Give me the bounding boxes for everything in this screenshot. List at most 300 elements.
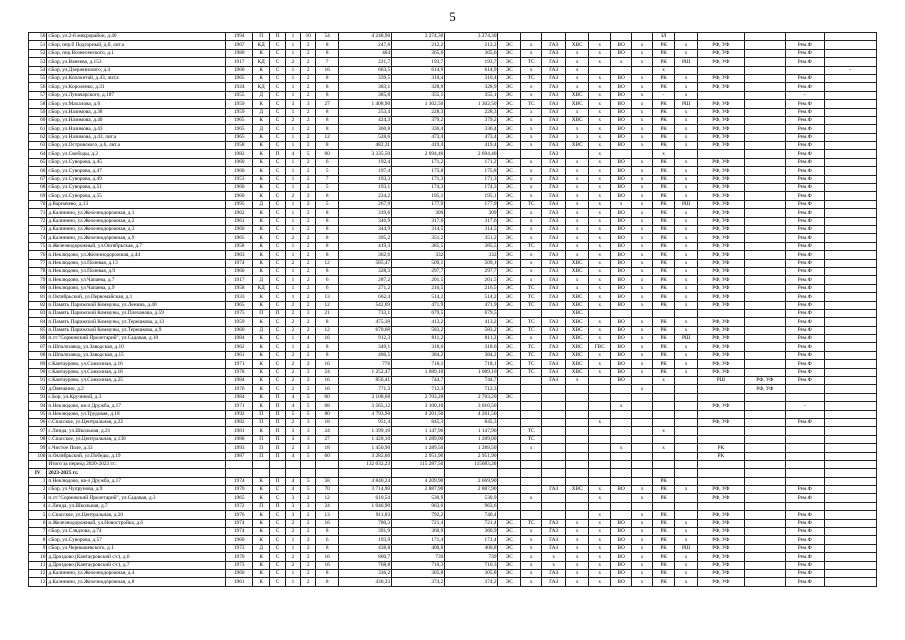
table-cell: ХВС bbox=[565, 486, 589, 494]
table-cell: 12 bbox=[316, 326, 339, 334]
table-cell: 221,7 bbox=[338, 58, 391, 66]
address-cell: д.Калинино, ул.Железнодорожная, д.1 bbox=[47, 209, 226, 217]
table-cell: РК bbox=[652, 293, 675, 301]
table-cell: К bbox=[253, 519, 270, 527]
table-cell: 384,2 bbox=[392, 351, 445, 359]
table-cell: РФ, УФ bbox=[744, 385, 785, 393]
table-cell: х bbox=[632, 209, 652, 217]
table-cell: 12 bbox=[316, 259, 339, 267]
row-number-cell: 58 bbox=[29, 100, 47, 108]
table-cell: х bbox=[675, 267, 698, 275]
table-cell: х bbox=[632, 108, 652, 116]
table-cell: 1 046,90 bbox=[338, 502, 391, 510]
table-cell: 740,4 bbox=[445, 511, 498, 519]
table-cell bbox=[565, 33, 589, 41]
table-cell bbox=[542, 511, 566, 519]
table-cell: х bbox=[589, 318, 610, 326]
table-cell: К bbox=[253, 578, 270, 586]
table-cell: х bbox=[520, 142, 541, 150]
table-cell: х bbox=[589, 519, 610, 527]
table-cell: ЭС bbox=[498, 167, 521, 175]
table-cell: РФ, УФ bbox=[697, 511, 744, 519]
table-cell: 3 bbox=[285, 502, 300, 510]
table-cell: ЭС bbox=[498, 335, 521, 343]
table-cell: РФ, УФ bbox=[697, 494, 744, 502]
table-cell: х bbox=[565, 276, 589, 284]
table-cell: х bbox=[610, 444, 631, 452]
table-cell: РФ, УФ bbox=[697, 284, 744, 292]
table-cell bbox=[824, 511, 876, 519]
table-cell: ГАЗ bbox=[542, 225, 566, 233]
table-cell: ВО bbox=[610, 553, 631, 561]
table-cell: х bbox=[632, 167, 652, 175]
table-cell: 1 bbox=[285, 74, 300, 82]
section-number: IV bbox=[29, 469, 47, 477]
table-cell: П bbox=[253, 410, 270, 418]
table-cell: 8 bbox=[316, 242, 339, 250]
table-cell bbox=[697, 33, 744, 41]
table-cell bbox=[824, 116, 876, 124]
table-cell bbox=[744, 225, 785, 233]
table-cell: РФ, УФ bbox=[697, 293, 744, 301]
table-cell: х bbox=[520, 553, 541, 561]
table-cell: 2 887,90 bbox=[445, 486, 498, 494]
table-cell: ТС bbox=[520, 284, 541, 292]
table-cell bbox=[652, 435, 675, 443]
table-cell: С bbox=[270, 544, 285, 552]
table-cell bbox=[498, 427, 521, 435]
table-cell: 1981 bbox=[226, 427, 253, 435]
table-cell bbox=[744, 100, 785, 108]
table-cell: 8 bbox=[316, 578, 339, 586]
table-cell bbox=[610, 393, 631, 401]
address-cell: г.Бор, ул.Островского, д.6, лит.а bbox=[47, 142, 226, 150]
table-cell: х bbox=[520, 125, 541, 133]
table-cell: 7 bbox=[316, 175, 339, 183]
table-row bbox=[29, 326, 877, 334]
table-cell: Рем.Ф bbox=[785, 544, 824, 552]
table-cell: 379,2 bbox=[445, 116, 498, 124]
table-cell: х bbox=[520, 49, 541, 57]
table-cell bbox=[632, 452, 652, 460]
table-cell: 1 bbox=[285, 544, 300, 552]
table-row bbox=[29, 368, 877, 376]
table-cell: 2 bbox=[285, 561, 300, 569]
table-cell: 8 bbox=[316, 343, 339, 351]
table-cell: ВО bbox=[610, 142, 631, 150]
table-cell: 583,2 bbox=[445, 326, 498, 334]
table-cell: РК bbox=[652, 343, 675, 351]
table-cell bbox=[675, 309, 698, 317]
table-cell: 385,5 bbox=[392, 242, 445, 250]
table-cell bbox=[824, 402, 876, 410]
table-cell: 1965 bbox=[226, 133, 253, 141]
table-cell: 13 bbox=[316, 293, 339, 301]
table-cell bbox=[744, 486, 785, 494]
table-cell: ЭС bbox=[498, 217, 521, 225]
address-cell: с.Спасское, ул.Центральная, д.20 bbox=[47, 511, 226, 519]
table-cell: х bbox=[675, 578, 698, 586]
table-cell: К bbox=[253, 293, 270, 301]
table-cell: К bbox=[253, 133, 270, 141]
table-cell bbox=[824, 452, 876, 460]
table-cell: 1987 bbox=[226, 452, 253, 460]
table-cell: х bbox=[675, 116, 698, 124]
table-cell bbox=[744, 528, 785, 536]
table-cell: 171,3 bbox=[445, 175, 498, 183]
table-cell: Рем.Ф bbox=[785, 242, 824, 250]
table-cell: П bbox=[270, 309, 285, 317]
table-cell bbox=[632, 410, 652, 418]
table-cell bbox=[520, 33, 541, 41]
table-cell: РК bbox=[652, 167, 675, 175]
address-cell: п.ст."Сормовский Пролетарий", ул.Садовая, д.10 bbox=[47, 335, 226, 343]
table-row bbox=[29, 175, 877, 183]
table-cell: х bbox=[589, 83, 610, 91]
table-cell: х bbox=[632, 528, 652, 536]
table-cell: х bbox=[565, 158, 589, 166]
table-cell: 1965 bbox=[226, 74, 253, 82]
table-cell: 1 289,50 bbox=[445, 444, 498, 452]
table-cell: ЭС bbox=[498, 360, 521, 368]
table-cell: 2 951,90 bbox=[445, 452, 498, 460]
table-cell: К bbox=[253, 150, 270, 158]
table-cell bbox=[824, 528, 876, 536]
table-cell: 2 bbox=[301, 276, 316, 284]
table-cell: 201,5 bbox=[445, 276, 498, 284]
table-cell: 2 694,40 bbox=[392, 150, 445, 158]
table-cell: К bbox=[253, 74, 270, 82]
table-cell: х bbox=[610, 402, 631, 410]
table-cell: К bbox=[253, 251, 270, 259]
table-cell: ХВС bbox=[565, 360, 589, 368]
table-row bbox=[29, 91, 877, 99]
table-cell bbox=[824, 259, 876, 267]
table-cell bbox=[675, 477, 698, 485]
table-cell: 1980 bbox=[226, 49, 253, 57]
table-cell: х bbox=[675, 41, 698, 49]
table-cell: 8 bbox=[316, 217, 339, 225]
table-cell: 360,9 bbox=[445, 528, 498, 536]
table-cell: 712,3 bbox=[392, 385, 445, 393]
row-number-cell: 5 bbox=[29, 511, 47, 519]
table-cell bbox=[744, 452, 785, 460]
table-cell: 1963 bbox=[226, 251, 253, 259]
table-cell: ВО bbox=[610, 74, 631, 82]
table-cell: х bbox=[632, 125, 652, 133]
table-cell: х bbox=[520, 158, 541, 166]
table-cell: К bbox=[253, 192, 270, 200]
table-cell: РФ, УФ bbox=[697, 528, 744, 536]
table-cell: ЭС bbox=[498, 326, 521, 334]
housing-register-table bbox=[28, 32, 877, 587]
row-number-cell: 70 bbox=[29, 200, 47, 208]
table-cell: 171,2 bbox=[392, 158, 445, 166]
table-cell: х bbox=[589, 335, 610, 343]
table-cell: ЭС bbox=[498, 209, 521, 217]
table-cell bbox=[785, 435, 824, 443]
table-cell: 1 bbox=[285, 91, 300, 99]
table-cell: х bbox=[632, 100, 652, 108]
table-cell: РФ, УФ bbox=[697, 217, 744, 225]
table-cell: Д bbox=[253, 276, 270, 284]
row-number-cell: 3 bbox=[29, 494, 47, 502]
table-cell: РК bbox=[652, 301, 675, 309]
row-number-cell: 100 bbox=[29, 452, 47, 460]
table-cell: ВО bbox=[610, 301, 631, 309]
table-cell: 1 bbox=[285, 158, 300, 166]
table-cell: П bbox=[270, 150, 285, 158]
table-cell bbox=[632, 33, 652, 41]
table-cell: РК bbox=[652, 225, 675, 233]
table-cell: х bbox=[565, 561, 589, 569]
table-cell: х bbox=[675, 209, 698, 217]
table-cell: 1 bbox=[285, 242, 300, 250]
table-cell: х bbox=[632, 251, 652, 259]
table-cell: ЭС bbox=[498, 368, 521, 376]
table-cell: х bbox=[520, 444, 541, 452]
table-cell bbox=[542, 402, 566, 410]
table-cell bbox=[744, 58, 785, 66]
table-cell: 3 bbox=[301, 368, 316, 376]
table-cell: х bbox=[675, 259, 698, 267]
table-cell: 314,5 bbox=[445, 225, 498, 233]
table-cell: х bbox=[632, 343, 652, 351]
table-cell: Рем.Ф bbox=[785, 360, 824, 368]
table-cell: х bbox=[632, 192, 652, 200]
table-cell: х bbox=[589, 293, 610, 301]
table-cell: К bbox=[253, 553, 270, 561]
table-cell: х bbox=[589, 184, 610, 192]
table-cell: Д bbox=[253, 200, 270, 208]
table-cell: ЭС bbox=[498, 259, 521, 267]
section-label: 2023-2025 гг. bbox=[47, 469, 226, 477]
table-cell: П bbox=[270, 435, 285, 443]
table-cell: К bbox=[253, 49, 270, 57]
table-cell bbox=[520, 477, 541, 485]
table-cell bbox=[610, 494, 631, 502]
table-cell: 2 bbox=[301, 58, 316, 66]
table-cell: РФ, УФ bbox=[744, 377, 785, 385]
table-cell: РК bbox=[652, 209, 675, 217]
table-cell: 60 bbox=[316, 150, 339, 158]
address-cell: п.Неклюдово, ул.Полевая, д.13 bbox=[47, 259, 226, 267]
table-row bbox=[29, 377, 877, 385]
table-cell: 3 bbox=[285, 511, 300, 519]
table-cell bbox=[744, 502, 785, 510]
address-cell: п.Память Парижской Коммуны, ул.Ленина, д.40 bbox=[47, 301, 226, 309]
table-cell: 5 bbox=[301, 452, 316, 460]
table-cell: 1974 bbox=[226, 477, 253, 485]
table-row bbox=[29, 276, 877, 284]
table-cell bbox=[744, 435, 785, 443]
address-cell: п.Октябрьский, ул.Первомайская, д.1 bbox=[47, 293, 226, 301]
table-cell: 2 bbox=[301, 318, 316, 326]
table-cell: К bbox=[253, 66, 270, 74]
table-cell: 2 bbox=[301, 66, 316, 74]
table-cell: х bbox=[675, 158, 698, 166]
table-cell: 336,4 bbox=[445, 125, 498, 133]
table-cell: х bbox=[589, 536, 610, 544]
address-cell: п.Железнодорожный, ул.Октябрьская, д.7 bbox=[47, 242, 226, 250]
table-cell bbox=[824, 561, 876, 569]
table-cell: 1958 bbox=[226, 284, 253, 292]
table-cell: ВО bbox=[610, 184, 631, 192]
table-cell: С bbox=[270, 49, 285, 57]
table-cell: Рем.Ф bbox=[785, 175, 824, 183]
table-cell bbox=[785, 502, 824, 510]
table-cell bbox=[610, 309, 631, 317]
table-cell: ГАЗ bbox=[542, 58, 566, 66]
table-cell bbox=[744, 418, 785, 426]
table-row bbox=[29, 561, 877, 569]
table-cell: 2 bbox=[285, 192, 300, 200]
table-cell: 8 bbox=[316, 116, 339, 124]
table-cell: 1967 bbox=[226, 41, 253, 49]
table-cell bbox=[675, 452, 698, 460]
table-cell: х bbox=[632, 293, 652, 301]
table-cell: х bbox=[675, 318, 698, 326]
table-cell: ГАЗ bbox=[542, 125, 566, 133]
table-cell: 1 bbox=[285, 167, 300, 175]
table-cell: 1974 bbox=[226, 519, 253, 527]
table-cell: 1 289,00 bbox=[392, 435, 445, 443]
table-cell: х bbox=[610, 200, 631, 208]
table-cell: ВО bbox=[610, 116, 631, 124]
table-cell: ГАЗ bbox=[542, 335, 566, 343]
table-cell: 4 201,50 bbox=[445, 410, 498, 418]
address-cell: д.Калинино, ул.Железнодорожная, д.9 bbox=[47, 234, 226, 242]
row-number-cell: 6 bbox=[29, 519, 47, 527]
table-cell: С bbox=[270, 142, 285, 150]
table-cell: РФ, УФ bbox=[697, 570, 744, 578]
table-cell bbox=[744, 66, 785, 74]
table-cell: х bbox=[589, 200, 610, 208]
table-cell: 963,6 bbox=[445, 502, 498, 510]
table-cell: Рем.Ф bbox=[785, 225, 824, 233]
address-cell: г.Бор, пер.Вознесенского, д.1 bbox=[47, 49, 226, 57]
table-cell: 1 bbox=[285, 184, 300, 192]
table-cell: 4 bbox=[285, 486, 300, 494]
table-cell: х bbox=[675, 225, 698, 233]
table-cell: Рем.Ф bbox=[785, 368, 824, 376]
table-cell bbox=[589, 66, 610, 74]
table-cell: х bbox=[589, 528, 610, 536]
table-cell bbox=[589, 402, 610, 410]
table-cell: х bbox=[520, 544, 541, 552]
table-cell: 374,2 bbox=[445, 578, 498, 586]
table-cell bbox=[824, 234, 876, 242]
table-cell: 7 bbox=[316, 58, 339, 66]
table-cell bbox=[824, 167, 876, 175]
table-cell bbox=[744, 125, 785, 133]
table-row bbox=[29, 502, 877, 510]
address-cell: п.Неклюдово, кв-л Дружба, д.17 bbox=[47, 402, 226, 410]
table-cell bbox=[610, 477, 631, 485]
row-number-cell: 80 bbox=[29, 284, 47, 292]
table-cell: 1972 bbox=[226, 502, 253, 510]
table-cell: х bbox=[520, 175, 541, 183]
table-cell: С bbox=[270, 385, 285, 393]
table-cell bbox=[824, 49, 876, 57]
table-cell: Рем.Ф bbox=[785, 209, 824, 217]
table-cell: х bbox=[589, 41, 610, 49]
table-cell: 1 bbox=[285, 108, 300, 116]
table-cell: 614,9 bbox=[445, 66, 498, 74]
address-cell: г.Бор, ул.Суворова, д.55 bbox=[47, 192, 226, 200]
table-cell: ЭС bbox=[498, 66, 521, 74]
table-cell: х bbox=[589, 486, 610, 494]
table-cell: 1 bbox=[285, 200, 300, 208]
table-cell: Рем.Ф bbox=[785, 494, 824, 502]
table-cell bbox=[744, 544, 785, 552]
table-cell: К bbox=[253, 234, 270, 242]
table-cell: РК bbox=[652, 511, 675, 519]
table-cell: ЭС bbox=[498, 544, 521, 552]
table-cell bbox=[824, 125, 876, 133]
table-cell bbox=[744, 427, 785, 435]
table-cell bbox=[652, 309, 675, 317]
table-row bbox=[29, 351, 877, 359]
table-cell: ВО bbox=[610, 544, 631, 552]
table-cell: 2 bbox=[301, 108, 316, 116]
table-cell: РФ, УФ bbox=[697, 251, 744, 259]
table-cell: х bbox=[589, 544, 610, 552]
table-cell: 1 bbox=[285, 133, 300, 141]
table-cell: 1933 bbox=[226, 293, 253, 301]
table-cell: х bbox=[565, 242, 589, 250]
table-cell: 3 282,60 bbox=[338, 452, 391, 460]
row-number-cell: 83 bbox=[29, 309, 47, 317]
table-cell: 2 bbox=[285, 368, 300, 376]
table-cell: х bbox=[565, 377, 589, 385]
table-cell bbox=[565, 435, 589, 443]
table-cell: 1 147,90 bbox=[445, 427, 498, 435]
table-cell: 171,4 bbox=[392, 536, 445, 544]
table-cell: ТС bbox=[520, 318, 541, 326]
row-number-cell: 91 bbox=[29, 377, 47, 385]
table-row bbox=[29, 41, 877, 49]
table-cell: Рем.Ф bbox=[785, 251, 824, 259]
table-cell: РК bbox=[652, 242, 675, 250]
table-cell: Рем.Ф bbox=[785, 192, 824, 200]
row-number-cell: 7 bbox=[29, 528, 47, 536]
table-row bbox=[29, 519, 877, 527]
table-cell bbox=[744, 33, 785, 41]
table-cell: С bbox=[270, 200, 285, 208]
table-cell: РК bbox=[652, 477, 675, 485]
table-cell: 1 420,10 bbox=[338, 435, 391, 443]
table-cell: 27 bbox=[316, 100, 339, 108]
table-row bbox=[29, 242, 877, 250]
table-cell bbox=[824, 133, 876, 141]
table-cell bbox=[744, 335, 785, 343]
table-cell: ГАЗ bbox=[542, 242, 566, 250]
table-cell: РФ, УФ bbox=[697, 343, 744, 351]
table-cell: 3 335,50 bbox=[338, 150, 391, 158]
table-cell bbox=[824, 301, 876, 309]
table-cell bbox=[498, 452, 521, 460]
section-row bbox=[29, 469, 877, 477]
table-cell: х bbox=[589, 133, 610, 141]
table-cell: РК bbox=[652, 284, 675, 292]
table-cell bbox=[565, 494, 589, 502]
table-cell: ЭС bbox=[498, 276, 521, 284]
table-cell: РК bbox=[652, 561, 675, 569]
table-cell: 710,3 bbox=[445, 561, 498, 569]
table-cell: РК bbox=[652, 58, 675, 66]
table-cell: 473,4 bbox=[392, 133, 445, 141]
